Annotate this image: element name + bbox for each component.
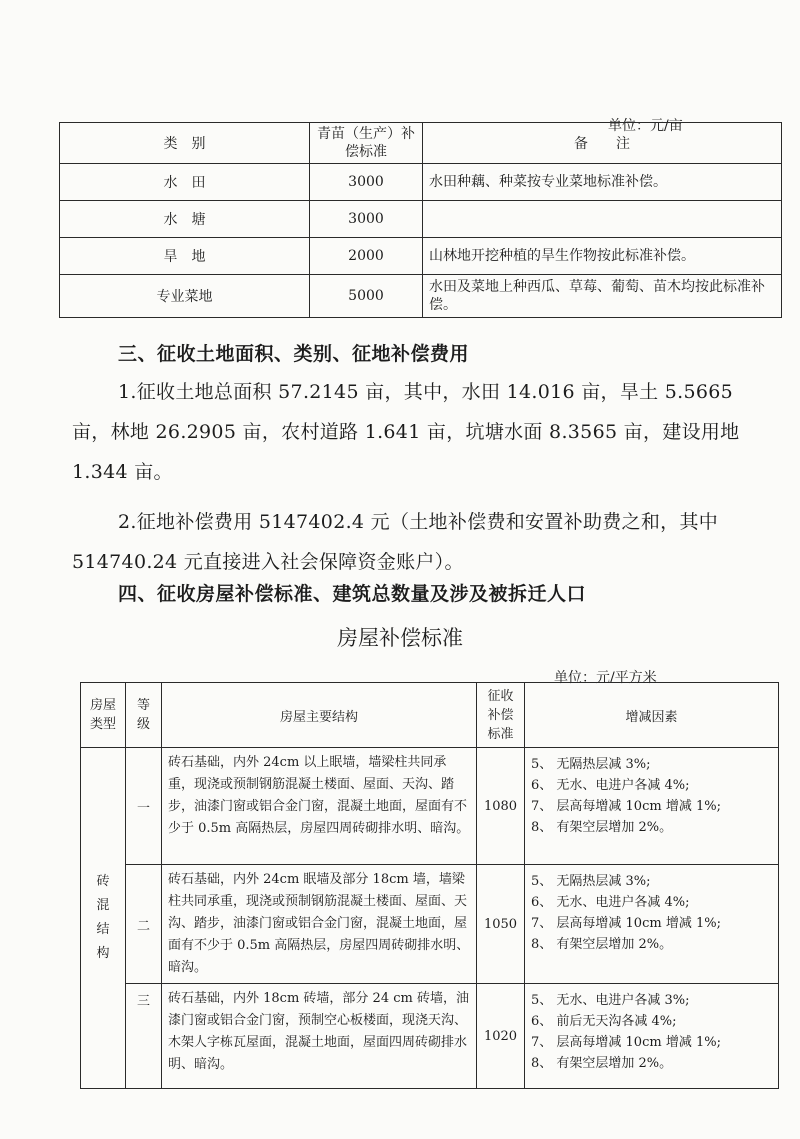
row-remark — [423, 201, 782, 238]
house-compensation-subtitle: 房屋补偿标准 — [337, 626, 463, 650]
header-factors: 增减因素 — [525, 683, 779, 748]
factors-cell — [525, 984, 779, 1089]
section3-paragraph1: 1.征收土地总面积 57.2145 亩，其中，水田 14.016 亩，旱土 5.5665 亩，林地 26.2905 亩，农村道路 1.641 亩，坑塘水面 8.3565 亩，建设用地 1.344 亩。 — [72, 381, 740, 483]
table-header-row — [60, 123, 782, 164]
row-standard: 2000 — [310, 238, 423, 275]
standard-cell: 1080 — [477, 748, 525, 865]
header-category: 类 别 — [60, 123, 310, 164]
header-standard-line2: 补偿 — [487, 707, 514, 723]
grade-cell: 一 — [126, 748, 162, 865]
house-type-brick-concrete — [81, 748, 126, 1089]
header-standard — [477, 683, 525, 748]
structure-cell: 砖石基础，内外 24cm 以上眠墙，墙梁柱共同承重，现浇或预制钢筋混凝土楼面、屋面、天沟、踏步，油漆门窗或铝合金门窗，混凝土地面，屋面有不少于 0.5m 高隔热层，房屋四周砖砌排水明、暗沟。 — [162, 748, 477, 865]
grade-cell: 二 — [126, 865, 162, 984]
standard-cell: 1020 — [477, 984, 525, 1089]
factor-item: 5、 无隔热层减 3%; — [531, 757, 651, 772]
row-category: 旱 地 — [60, 238, 310, 275]
house-type-char: 构 — [96, 946, 110, 961]
header-grade-line2: 级 — [136, 717, 150, 732]
row-remark: 山林地开挖种植的旱生作物按此标准补偿。 — [423, 238, 782, 275]
table-row — [81, 984, 779, 1089]
header-grade-line1: 等 — [136, 698, 150, 713]
header-standard-line3: 标准 — [487, 726, 514, 742]
table-row — [60, 201, 782, 238]
factors-cell — [525, 748, 779, 865]
header-house-type-line2: 类型 — [89, 717, 116, 732]
section4-heading: 四、征收房屋补偿标准、建筑总数量及涉及被拆迁人口 — [118, 583, 587, 605]
table-row — [60, 164, 782, 201]
header-remark: 备 注 — [423, 123, 782, 164]
factor-item: 8、 有架空层增加 2%。 — [531, 1056, 673, 1071]
house-compensation-table — [80, 682, 779, 1089]
factor-item: 5、 无水、电进户各减 3%; — [531, 993, 690, 1008]
row-category: 专业菜地 — [60, 275, 310, 318]
house-type-char: 混 — [96, 898, 110, 913]
factor-item: 8、 有架空层增加 2%。 — [531, 937, 673, 952]
factor-item: 6、 无水、电进户各减 4%; — [531, 895, 690, 910]
row-remark: 水田及菜地上种西瓜、草莓、葡萄、苗木均按此标准补偿。 — [423, 275, 782, 318]
house-type-char: 砖 — [96, 874, 110, 889]
grade-cell: 三 — [126, 984, 162, 1089]
row-standard: 3000 — [310, 164, 423, 201]
factor-item: 5、 无隔热层减 3%; — [531, 874, 651, 889]
factor-item: 8、 有架空层增加 2%。 — [531, 820, 673, 835]
row-category: 水 田 — [60, 164, 310, 201]
factor-item: 7、 层高每增减 10cm 增减 1%; — [531, 799, 721, 814]
header-grade — [126, 683, 162, 748]
factor-item: 7、 层高每增减 10cm 增减 1%; — [531, 916, 721, 931]
row-remark: 水田种藕、种菜按专业菜地标准补偿。 — [423, 164, 782, 201]
factors-cell — [525, 865, 779, 984]
table-row — [81, 865, 779, 984]
row-standard: 5000 — [310, 275, 423, 318]
table1-unit: 单位：元/亩 — [608, 118, 683, 134]
section3-heading: 三、征收土地面积、类别、征地补偿费用 — [118, 343, 470, 365]
header-structure: 房屋主要结构 — [162, 683, 477, 748]
header-standard-line1: 征收 — [487, 688, 514, 704]
factor-item: 6、 前后无天沟各减 4%; — [531, 1014, 677, 1029]
standard-cell: 1050 — [477, 865, 525, 984]
header-standard-line1: 青苗（生产）补 — [317, 126, 415, 142]
table-header-row — [81, 683, 779, 748]
structure-cell: 砖石基础，内外 24cm 眠墙及部分 18cm 墙，墙梁柱共同承重，现浇或预制钢筋混凝土楼面、屋面、天沟、踏步，油漆门窗或铝合金门窗，混凝土地面，屋面有不少于 0.5m 高隔热层，房屋四周砖砌排水明、暗沟。 — [162, 865, 477, 984]
structure-cell: 砖石基础，内外 18cm 砖墙，部分 24 cm 砖墙，油漆门窗或铝合金门窗，预制空心板楼面，现浇天沟、木架人字栋瓦屋面，混凝土地面，屋面四周砖砌排水明、暗沟。 — [162, 984, 477, 1089]
table-row — [81, 748, 779, 865]
header-house-type-line1: 房屋 — [89, 698, 116, 713]
header-standard-line2: 偿标准 — [345, 144, 387, 160]
table-row — [60, 275, 782, 318]
factor-item: 6、 无水、电进户各减 4%; — [531, 778, 690, 793]
factor-item: 7、 层高每增减 10cm 增减 1%; — [531, 1035, 721, 1050]
row-category: 水 塘 — [60, 201, 310, 238]
row-standard: 3000 — [310, 201, 423, 238]
table2-unit: 单位：元/平方米 — [554, 670, 657, 686]
header-house-type — [81, 683, 126, 748]
house-type-char: 结 — [96, 922, 110, 937]
header-standard — [310, 123, 423, 164]
table-row — [60, 238, 782, 275]
section3-paragraph2: 2.征地补偿费用 5147402.4 元（土地补偿费和安置补助费之和，其中 514740.24 元直接进入社会保障资金账户）。 — [72, 511, 719, 573]
green-crop-compensation-table — [59, 122, 782, 318]
